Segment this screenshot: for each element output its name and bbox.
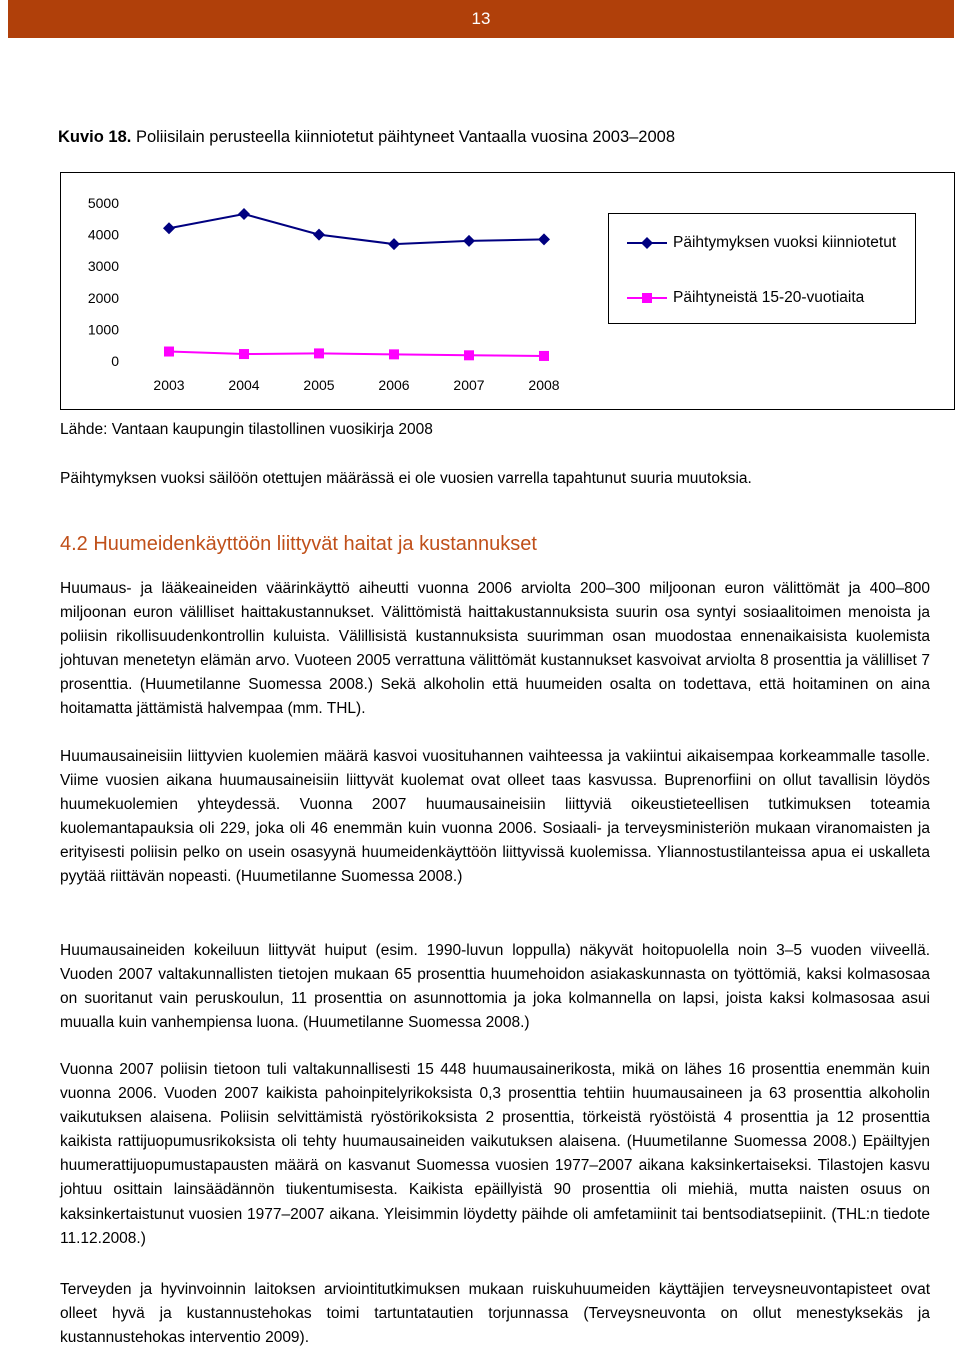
data-point-square bbox=[314, 348, 324, 358]
legend-item-series-1 bbox=[627, 233, 896, 253]
x-tick-label: 2008 bbox=[528, 377, 560, 393]
series-line-1 bbox=[169, 214, 544, 244]
y-tick-label: 0 bbox=[111, 353, 119, 369]
data-point-diamond bbox=[538, 233, 550, 245]
data-point-square bbox=[164, 347, 174, 357]
y-tick-label: 1000 bbox=[87, 321, 119, 338]
data-point-square bbox=[389, 349, 399, 359]
x-tick-label: 2006 bbox=[378, 377, 410, 393]
data-point-diamond bbox=[163, 222, 175, 234]
legend-square-marker-icon bbox=[627, 291, 667, 305]
figure-caption bbox=[58, 128, 675, 147]
y-tick-label: 5000 bbox=[87, 195, 119, 211]
page-number: 13 bbox=[471, 9, 491, 28]
data-point-diamond bbox=[388, 238, 400, 250]
x-tick-label: 2003 bbox=[153, 377, 185, 393]
legend-diamond-marker-icon bbox=[627, 236, 667, 250]
chart-note: Päihtymyksen vuoksi säilöön otettujen määrässä ei ole vuosien varrella tapahtunut suuria muutoksia. bbox=[60, 470, 752, 487]
series-line-2 bbox=[169, 352, 544, 356]
figure-label: Kuvio 18. bbox=[58, 128, 132, 146]
legend-label-series-1: Päihtymyksen vuoksi kiinniotetut bbox=[673, 234, 897, 251]
y-tick-label: 4000 bbox=[87, 226, 119, 243]
x-tick-label: 2004 bbox=[228, 377, 260, 393]
paragraph-3: Huumausaineiden kokeiluun liittyvät huiput (esim. 1990-luvun loppulla) näkyvät hoitopuolella noin 3–5 vuoden viiveellä. Vuoden 2007 valtakunnallisten tietojen mukaan 65 prosenttia huumehoidon asiakaskunnasta on työttömiä, kaksi kolmasosaa on suoritanut vain peruskoulun, 11 prosenttia on asunnottomia ja joka kolmannella on lapsi, joista kaksi kolmasosaa asui muualla kuin vanhempiensa luona. (Huumetilanne Suomessa 2008.) bbox=[60, 942, 930, 1032]
data-point-square bbox=[539, 351, 549, 361]
data-point-diamond bbox=[463, 235, 475, 247]
data-point-square bbox=[239, 349, 249, 359]
data-point-diamond bbox=[238, 208, 250, 220]
figure-caption-text: Poliisilain perusteella kiinniotetut päihtyneet Vantaalla vuosina 2003–2008 bbox=[131, 128, 676, 146]
chart-legend bbox=[608, 213, 916, 324]
legend-label-series-2: Päihtyneistä 15-20-vuotiaita bbox=[673, 289, 865, 306]
data-point-diamond bbox=[313, 229, 325, 241]
y-tick-label: 3000 bbox=[87, 258, 119, 275]
data-point-square bbox=[464, 350, 474, 360]
x-tick-label: 2005 bbox=[303, 377, 335, 393]
section-heading: 4.2 Huumeidenkäyttöön liittyvät haitat ja kustannukset bbox=[60, 533, 537, 555]
paragraph-5: Terveyden ja hyvinvoinnin laitoksen arviointitutkimuksen mukaan ruiskuhuumeiden käyttäjien terveysneuvontapisteet ovat olleet hyvä ja kustannustehokas toimi tartuntatautien torjunnassa (Terveysneuvonta on ollut menestyksekäs ja kustannustehokas interventio 2009). bbox=[60, 1281, 930, 1347]
x-tick-label: 2007 bbox=[453, 377, 485, 393]
chart-source: Lähde: Vantaan kaupungin tilastollinen vuosikirja 2008 bbox=[60, 421, 433, 438]
paragraph-1: Huumaus- ja lääkeaineiden väärinkäyttö aiheutti vuonna 2006 arviolta 200–300 miljoonan euron välittömät ja 400–800 miljoonan euron välilliset haittakustannukset. Välittömistä haittakustannuksista suurin osa syntyi sosiaalitoimen menoista ja poliisin rikollisuudenkontrollin kuluista. Välillisistä kustannuksista suurimman osan muodostaa ennenaikaisista kuolemista johtuvan menetetyn elämän arvo. Vuoteen 2005 verrattuna välittömät kustannukset kasvoivat arviolta 8 prosenttia ja välilliset 7 prosenttia. (Huumetilanne Suomessa 2008.) Sekä alkoholin että huumeiden osalta on todettava, että hoitaminen on aina hoitamatta jättämistä halvempaa (mm. THL). bbox=[60, 580, 930, 718]
legend-item-series-2 bbox=[627, 288, 864, 308]
paragraph-2: Huumausaineisiin liittyvien kuolemien määrä kasvoi vuosituhannen vaihteessa ja vakiintui aikaisempaa korkeammalle tasolle. Viime vuosien aikana huumausaineisiin liittyvät kuolemat ovat olleet taas kasvussa. Buprenorfiini on ollut tavallisin löydös huumekuolemien yhteydessä. Vuonna 2007 huumausaineisiin liittyviä oikeustieteellisen tutkimuksen toteamia kuolemantapauksia oli 229, joka oli 46 enemmän kuin vuonna 2006. Sosiaali- ja terveysministeriön mukaan viranomaisten ja erityisesti poliisin pelko on usein osasyynä huumeidenkäyttöön liittyvissä kuolemissa. Yliannostustilanteissa apua ei uskalleta pyytää riittävän nopeasti. (Huumetilanne Suomessa 2008.) bbox=[60, 748, 930, 886]
paragraph-4: Vuonna 2007 poliisin tietoon tuli valtakunnallisesti 15 448 huumausainerikosta, mikä on lähes 16 prosenttia enemmän kuin vuonna 2006. Vuoden 2007 kaikista pahoinpitelyrikoksista 0,3 prosenttia tehtiin huumausaineen ja 63 prosenttia alkoholin vaikutuksen alaisena. Poliisin selvittämistä ryöstörikoksista 2 prosenttia, törkeistä ryöstöistä 4 prosenttia ja 12 prosenttia kaikista rattijuopumusrikoksista oli tehty huumausaineiden vaikutuksen alaisena. (Huumetilanne Suomessa 2008.) Epäiltyjen huumerattijuopumustapausten määrä on kasvanut Suomessa vuosien 1977–2007 aikana kaksinkertaiseksi. Tilastojen kasvu johtuu osittain lainsäädännön tiukentumisesta. Kaikista epäillyistä 90 prosenttia oli miehiä, mutta naisten osuus on kaksinkertaistunut vuosien 1977–2007 aikana. Yleisimmin löydetty päihde oli amfetamiinit tai bentsodiatsepiinit. (THL:n tiedote 11.12.2008.) bbox=[60, 1061, 930, 1247]
page-header-bar bbox=[8, 0, 954, 38]
y-tick-label: 2000 bbox=[87, 289, 119, 306]
